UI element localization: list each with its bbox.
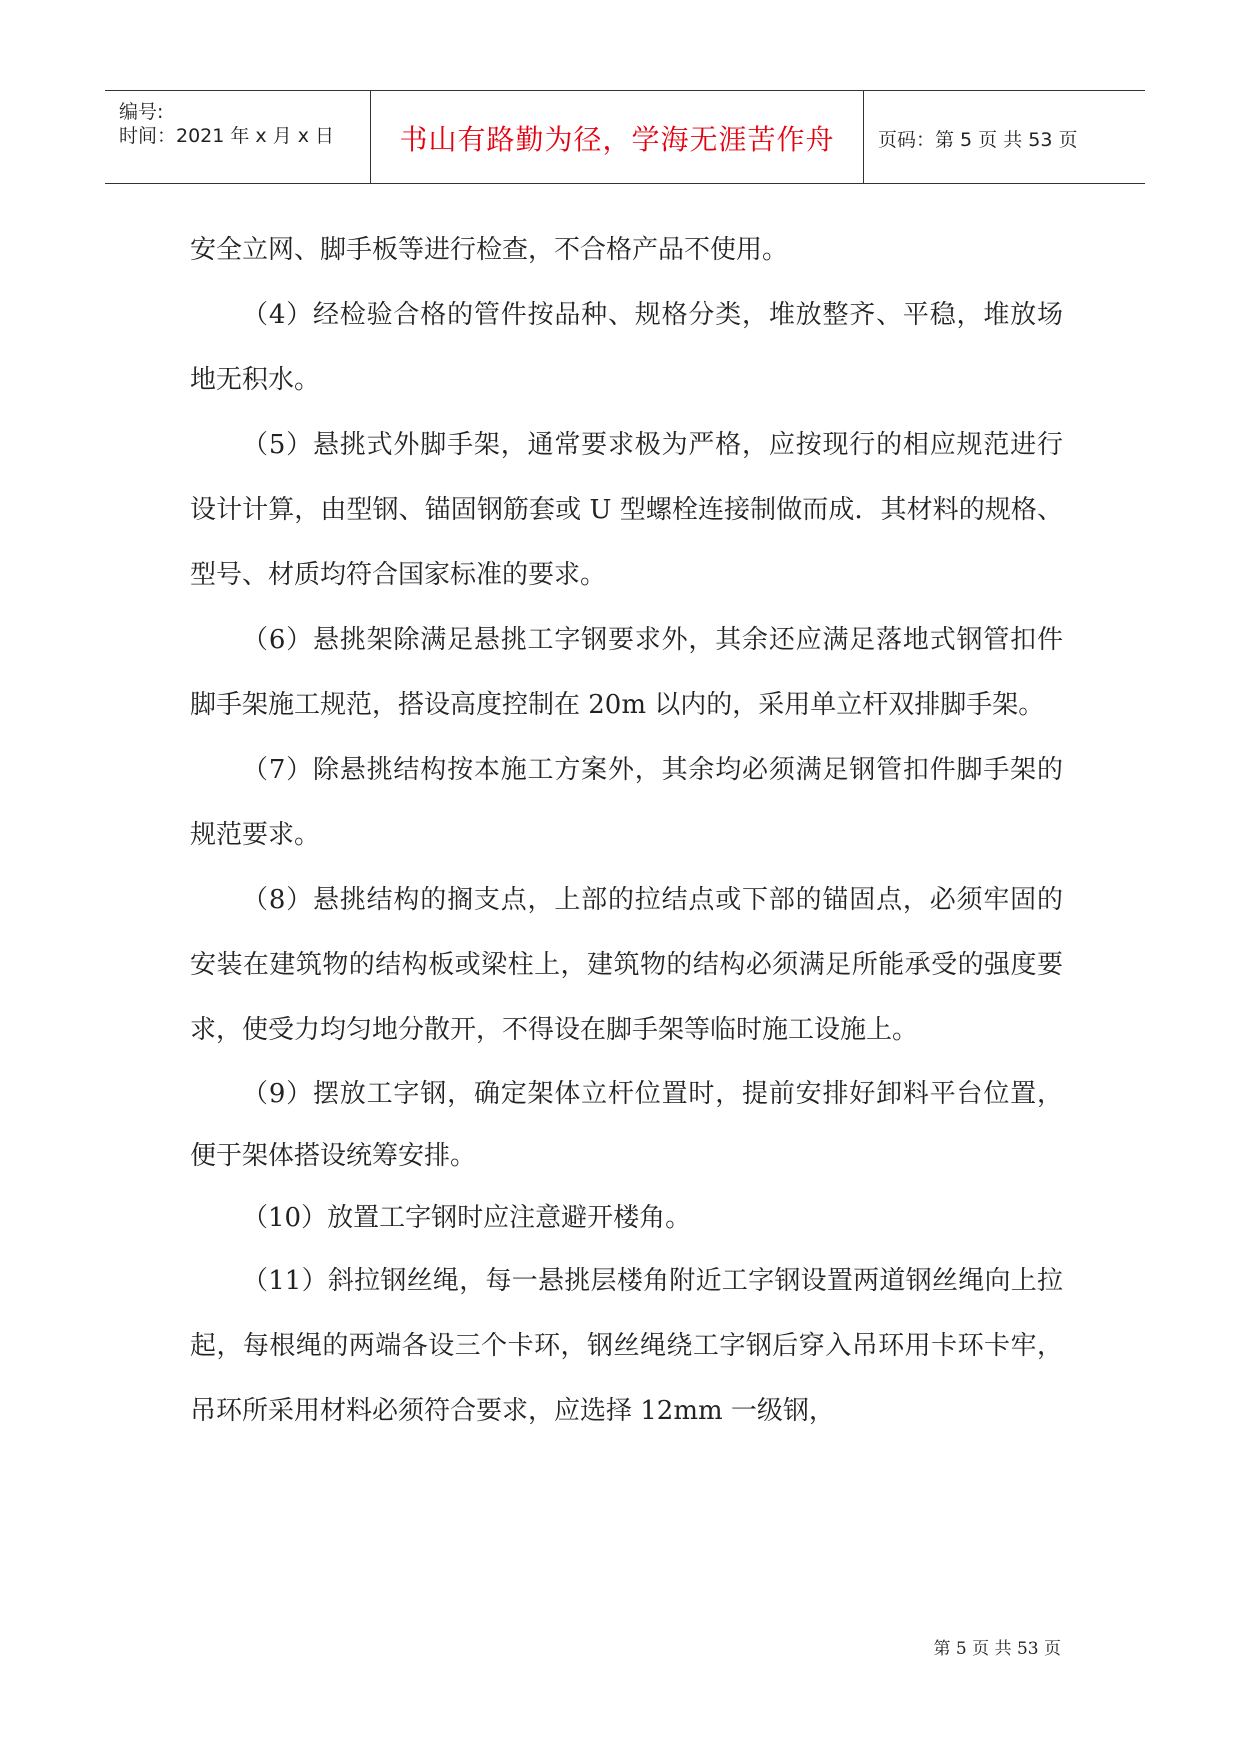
page-header [105, 90, 1145, 184]
paragraph-continued: 安全立网、脚手板等进行检查，不合格产品不使用。 [190, 235, 789, 265]
paragraph-item-9: （9）摆放工字钢，确定架体立杆位置时，提前安排好卸料平台位置，便于架体搭设统筹安排。 [190, 1079, 1063, 1171]
header-page-info: 页码：第 5 页 共 53 页 [878, 129, 1078, 151]
header-middle-cell [370, 91, 864, 183]
header-motto: 书山有路勤为径，学海无涯苦作舟 [399, 123, 835, 156]
paragraph-item-7: （7）除悬挑结构按本施工方案外，其余均必须满足钢管扣件脚手架的规范要求。 [190, 755, 1063, 850]
document-body [190, 218, 1063, 1444]
document-time-label: 时间：2021 年 x 月 x 日 [119, 125, 335, 147]
paragraph-item-6: （6）悬挑架除满足悬挑工字钢要求外，其余还应满足落地式钢管扣件脚手架施工规范，搭设高度控制在 20m 以内的，采用单立杆双排脚手架。 [190, 625, 1063, 720]
paragraph-item-4: （4）经检验合格的管件按品种、规格分类，堆放整齐、平稳，堆放场地无积水。 [190, 300, 1063, 395]
paragraph-item-10: （10）放置工字钢时应注意避开楼角。 [242, 1203, 692, 1233]
page-footer: 第 5 页 共 53 页 [933, 1639, 1061, 1659]
document-number-label: 编号: [119, 101, 164, 123]
paragraph-item-11: （11）斜拉钢丝绳，每一悬挑层楼角附近工字钢设置两道钢丝绳向上拉起，每根绳的两端各设三个卡环，钢丝绳绕工字钢后穿入吊环用卡环卡牢，吊环所采用材料必须符合要求，应选择 12mm 一级钢， [190, 1266, 1063, 1426]
paragraph-item-5: （5）悬挑式外脚手架，通常要求极为严格，应按现行的相应规范进行设计计算，由型钢、锚固钢筋套或 U 型螺栓连接制做而成．其材料的规格、型号、材质均符合国家标准的要求。 [190, 430, 1063, 590]
header-left-cell [105, 91, 370, 183]
header-right-cell [864, 91, 1145, 183]
paragraph-item-8: （8）悬挑结构的搁支点，上部的拉结点或下部的锚固点，必须牢固的安装在建筑物的结构板或梁柱上，建筑物的结构必须满足所能承受的强度要求，使受力均匀地分散开，不得设在脚手架等临时施工设施上。 [190, 885, 1063, 1045]
